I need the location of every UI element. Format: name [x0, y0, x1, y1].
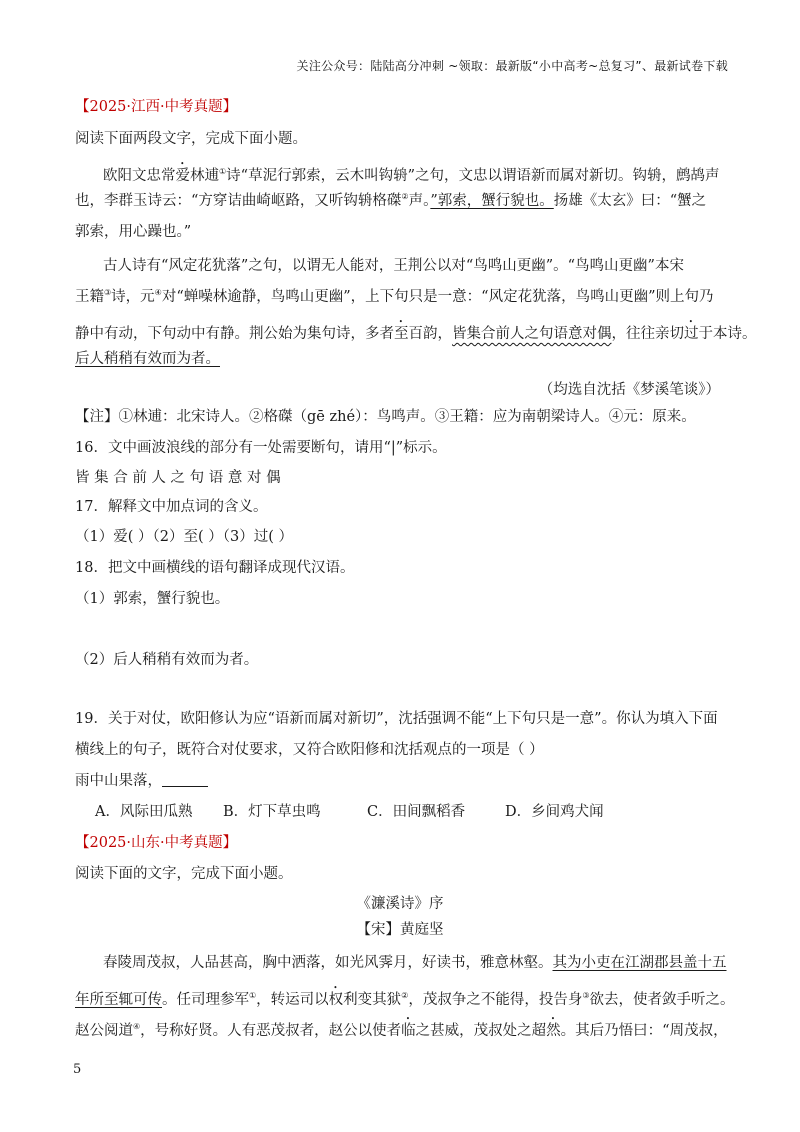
passage3-line1: 春陵周茂叔，人品甚高，胸中洒落，如光风霁月，好读书，雅意林壑。其为小吏在江湖郡县盖十五 — [103, 955, 727, 971]
option-b: B．灯下草虫鸣 — [223, 804, 321, 820]
passage1-line3: 郭索，用心躁也。” — [75, 224, 192, 240]
passage3-line3: 赵公阅道④，号称好贤。人有恶茂叔者，赵公以使者临之甚威，茂叔处之超然。其后乃悟曰：“周茂叔， — [75, 1022, 728, 1039]
passage3-line2: 年所至辄可传。任司理参军①，转运司以权利变其狱②，茂叔争之不能得，投告身③欲去，使者敛手听之。 — [75, 991, 735, 1008]
question-18: 18．把文中画横线的语句翻译成现代汉语。 — [75, 560, 355, 576]
section1-source: 【2025·江西·中考真题】 — [75, 99, 238, 115]
question-17: 17．解释文中加点词的含义。 — [75, 499, 268, 515]
dotted-word-ran: 然 — [546, 1023, 561, 1039]
question-18-item1: （1）郭索，蟹行貌也。 — [75, 591, 230, 607]
passage2-line3: 静中有动，下句动中有静。荆公始为集句诗，多者至百韵，皆集合前人之句语意对偶，往往亲切过于本诗。 — [75, 326, 757, 342]
option-c: C．田间飘稻香 — [367, 804, 466, 820]
underlined-sentence-3b: 年所至辄可传 — [75, 992, 162, 1008]
question-19-options — [95, 802, 604, 822]
dotted-word-ai: 爱 — [175, 168, 190, 184]
option-a: A．风际田瓜熟 — [95, 804, 193, 820]
question-16: 16．文中画波浪线的部分有一处需要断句，请用“|”标示。 — [75, 440, 447, 456]
section1-instruction: 阅读下面两段文字，完成下面小题。 — [75, 131, 307, 147]
question-16-sentence: 皆 集 合 前 人 之 句 语 意 对 偶 — [75, 470, 281, 486]
passage2-line1: 古人诗有“风定花犹落”之句，以谓无人能对，王荆公以对“鸟鸣山更幽”。“鸟鸣山更幽”本宋 — [103, 258, 684, 274]
dotted-word-quan: 权 — [328, 992, 344, 1008]
question-18-item2: （2）后人稍稍有效而为者。 — [75, 652, 259, 668]
passage1-line2: 也，李群玉诗云：“方穿诘曲崎岖路，又听钩辀格磔②声。”郭索，蟹行貌也。扬雄《太玄》曰：“蟹之 — [75, 192, 707, 209]
question-19-line2: 横线上的句子，既符合对仗要求，又符合欧阳修和沈括观点的一项是（ ） — [75, 742, 544, 758]
underlined-sentence-2: 后人稍稍有效而为者。 — [75, 351, 220, 367]
page-header: 关注公众号：陆陆高分冲刺 ~领取：最新版“小中高考~总复习”、最新试卷下载 — [296, 59, 728, 73]
underlined-sentence-1: ”郭索，蟹行貌也。 — [430, 193, 554, 209]
answer-blank — [162, 772, 208, 787]
annotation-note: 【注】①林逋：北宋诗人。②格磔（gē zhé）：鸟鸣声。③王籍：应为南朝梁诗人。④元：原来。 — [75, 409, 696, 425]
attribution: （均选自沈括《梦溪笔谈》） — [538, 382, 720, 398]
poem-author: 【宋】黄庭坚 — [356, 922, 444, 938]
underlined-sentence-3a: 其为小吏在江湖郡县盖十五 — [552, 955, 727, 971]
section2-instruction: 阅读下面的文字，完成下面小题。 — [75, 866, 293, 882]
question-19-blank-line: 雨中山果落， — [75, 771, 208, 791]
section2-source: 【2025·山东·中考真题】 — [75, 835, 238, 851]
dotted-word-lin: 临 — [401, 1023, 416, 1039]
dotted-word-zhi: 至 — [394, 326, 409, 342]
passage1-line1: 欧阳文忠常爱林逋①诗“草泥行郭索，云木叫钩辀”之句，文忠以谓语新而属对新切。钩辀，鹧鸪声 — [103, 167, 720, 184]
page-number: 5 — [73, 1062, 82, 1077]
wavy-sentence: 皆集合前人之句语意对偶 — [452, 326, 612, 342]
passage2-line2: 王籍③诗，元④对“蝉噪林逾静，鸟鸣山更幽”，上下句只是一意：“风定花犹落，鸟鸣山更幽”则上句乃 — [75, 288, 714, 305]
dotted-word-guo: 过 — [684, 326, 699, 342]
question-17-items: （1）爱( ）（2）至( ）（3）过( ） — [75, 529, 293, 545]
poem-title: 《濂溪诗》序 — [356, 896, 444, 912]
option-d: D．乡间鸡犬闻 — [505, 804, 604, 820]
question-19-line1: 19．关于对仗，欧阳修认为应“语新而属对新切”，沈括强调不能“上下句只是一意”。你认为填入下面 — [75, 711, 718, 727]
